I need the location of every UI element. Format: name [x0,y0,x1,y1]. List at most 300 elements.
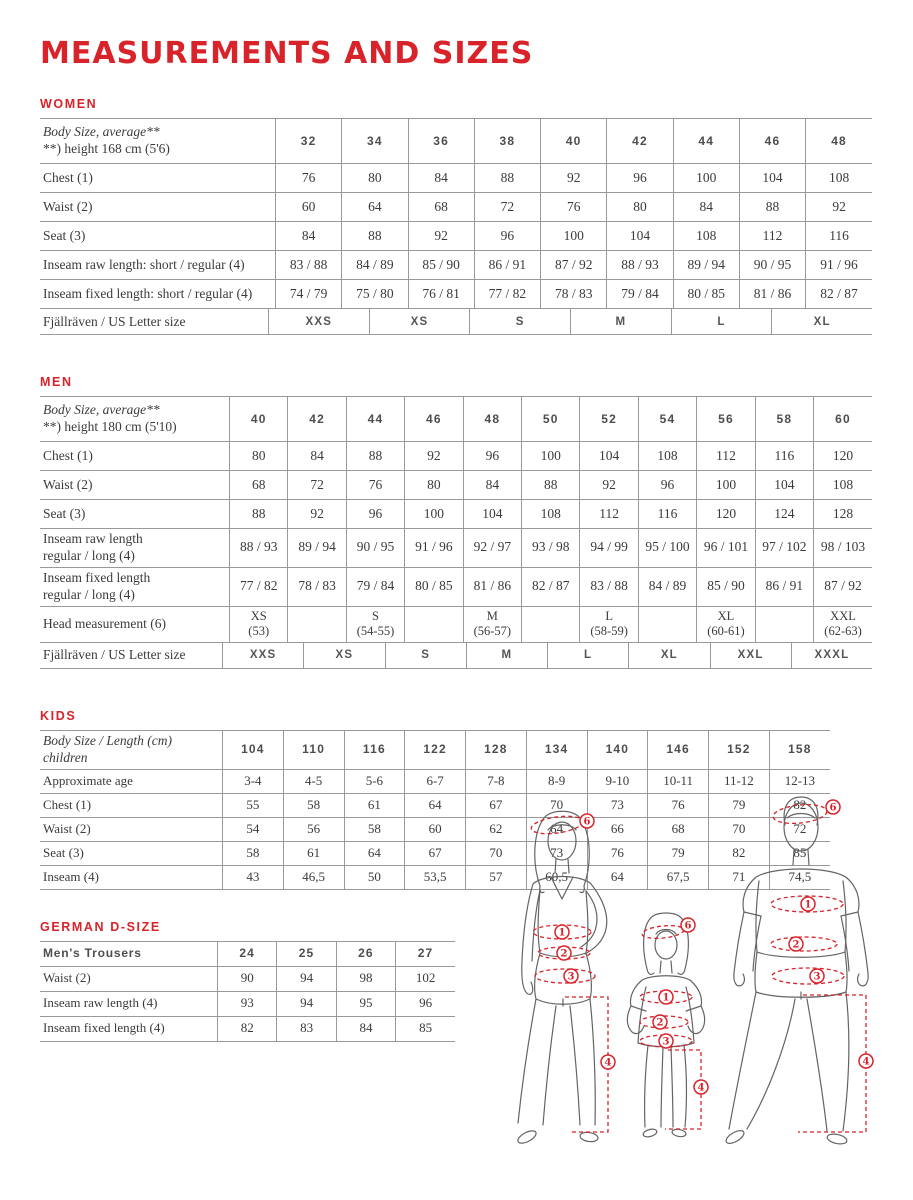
value-cell: 10-11 [648,769,709,793]
child-face [655,931,677,959]
col-header-cell: 110 [283,730,344,769]
col-header-cell: 27 [396,941,455,966]
value-cell: 43 [223,865,284,889]
page-title: MEASUREMENTS AND SIZES [40,36,534,71]
row-label-cell: Seat (3) [40,500,230,529]
value-cell: 76 [276,164,342,193]
letter-size-row [40,643,872,669]
section-label-men: MEN [40,375,73,389]
row-label-cell: Inseam fixed length regular / long (4) [40,567,230,606]
value-cell: 72 [288,471,346,500]
value-cell: 108 [806,164,872,193]
man-hairline [787,814,815,819]
value-cell: 92 [408,222,474,251]
woman-right-foot [579,1131,598,1142]
value-cell: 56 [283,817,344,841]
svg-text:1: 1 [558,927,566,939]
value-cell: 80 [405,471,463,500]
value-cell: 89 / 94 [673,251,739,280]
value-cell: 73 [526,841,587,865]
value-cell: 96 [396,991,455,1016]
value-cell: 76 [648,793,709,817]
row-label-cell: Chest (1) [40,164,276,193]
header-row [40,119,872,164]
letter-size-cell: M [466,643,547,668]
value-cell: 71 [709,865,770,889]
value-cell: 81 / 86 [739,280,805,309]
row-label-cell: Seat (3) [40,222,276,251]
value-cell: 95 / 100 [638,529,696,568]
value-cell: 64 [587,865,648,889]
corner-cell: Body Size, average** **) height 168 cm (5'6) [40,119,276,164]
value-cell: 80 [342,164,408,193]
col-header-cell: 46 [739,119,805,164]
value-cell: 104 [580,442,638,471]
value-cell: 67 [405,841,466,865]
col-header-cell: 40 [541,119,607,164]
svg-text:1: 1 [804,899,812,911]
value-cell: 96 [638,471,696,500]
letter-size-cell: XXL [710,643,791,668]
value-cell: 80 / 85 [673,280,739,309]
size-table [40,396,872,643]
woman-face [548,822,576,860]
table-row [40,529,872,568]
value-cell: 100 [405,500,463,529]
section-women [40,97,872,335]
col-header-cell: 38 [474,119,540,164]
value-cell: 88 [342,222,408,251]
col-header-cell: 42 [288,397,346,442]
value-cell: 85 [769,841,830,865]
figures-svg [495,785,913,1185]
col-header-cell: 56 [697,397,755,442]
man-left-foot [724,1128,746,1146]
letter-size-cell: L [547,643,628,668]
value-cell: 60 [276,193,342,222]
woman-waist-marker [557,946,571,960]
value-cell: 84 [336,1016,395,1041]
table-row [40,606,872,642]
value-cell: 3-4 [223,769,284,793]
value-cell: 72 [769,817,830,841]
col-header-cell: 34 [342,119,408,164]
value-cell: 80 [607,193,673,222]
col-header-cell: 26 [336,941,395,966]
value-cell: 93 [218,991,277,1016]
corner-cell: Body Size, average** **) height 180 cm (5'10) [40,397,230,442]
value-cell: 57 [466,865,527,889]
value-cell: 90 [218,966,277,991]
letter-size-cell: XXS [268,309,369,334]
svg-text:4: 4 [697,1082,705,1094]
value-cell: 88 [522,471,580,500]
value-cell: 77 / 82 [474,280,540,309]
row-label-cell: Seat (3) [40,841,223,865]
value-cell: 92 [288,500,346,529]
row-label-cell: Waist (2) [40,817,223,841]
value-cell: 7-8 [466,769,527,793]
letter-size-cell: XS [369,309,470,334]
man-chest-marker [801,897,815,911]
value-cell: 96 [463,442,521,471]
value-cell: 84 / 89 [342,251,408,280]
value-cell: 95 [336,991,395,1016]
value-cell: 100 [697,471,755,500]
letter-size-cell: XL [628,643,709,668]
value-cell: 68 [230,471,288,500]
row-label-cell: Inseam fixed length (4) [40,1016,218,1041]
value-cell: 78 / 83 [288,567,346,606]
value-cell: 92 [580,471,638,500]
letter-size-cell: S [469,309,570,334]
value-cell: 84 [276,222,342,251]
col-header-cell: 104 [223,730,284,769]
row-label-cell: Inseam raw length: short / regular (4) [40,251,276,280]
value-cell: 64 [344,841,405,865]
value-cell: 100 [522,442,580,471]
value-cell: 62 [466,817,527,841]
value-cell: 82 / 87 [522,567,580,606]
child-inseam-marker [694,1080,708,1094]
value-cell: 104 [463,500,521,529]
value-cell: 11-12 [709,769,770,793]
row-label-cell: Chest (1) [40,793,223,817]
col-header-cell: 54 [638,397,696,442]
table-row [40,251,872,280]
letter-size-cell: XXS [222,643,303,668]
man-face [784,803,818,851]
col-header-cell: 46 [405,397,463,442]
row-label-cell: Head measurement (6) [40,606,230,642]
col-header-cell: 128 [466,730,527,769]
women-size-table [40,118,872,335]
svg-text:3: 3 [567,971,575,983]
value-cell: 79 / 84 [607,280,673,309]
value-cell: 84 [463,471,521,500]
man-seat-measure-line [772,968,844,984]
value-cell: 112 [580,500,638,529]
col-header-cell: 140 [587,730,648,769]
table-row [40,991,455,1016]
woman-head-marker [580,814,594,828]
table-row [40,567,872,606]
value-cell: 77 / 82 [230,567,288,606]
value-cell: 4-5 [283,769,344,793]
value-cell: 120 [814,442,872,471]
man-shorts [755,952,847,999]
value-cell: 84 [673,193,739,222]
value-cell: 64 [526,817,587,841]
value-cell: 79 [648,841,709,865]
value-cell: 58 [223,841,284,865]
man-shoulders [755,869,847,878]
value-cell: 82 [769,793,830,817]
value-cell: 94 / 99 [580,529,638,568]
value-cell: 116 [638,500,696,529]
woman-right-arm [581,884,607,954]
value-cell: 58 [344,817,405,841]
woman-left-foot [516,1128,538,1145]
col-header-cell: 116 [344,730,405,769]
value-cell: 94 [277,966,336,991]
svg-text:4: 4 [604,1057,612,1069]
woman-seat-marker [564,969,578,983]
value-cell: 82 / 87 [806,280,872,309]
value-cell: 98 / 103 [814,529,872,568]
value-cell: 88 [346,442,404,471]
letter-size-cell: XL [771,309,872,334]
value-cell [638,606,696,642]
value-cell: 46,5 [283,865,344,889]
value-cell: 67 [466,793,527,817]
child-right-foot [671,1128,686,1137]
value-cell: 61 [283,841,344,865]
woman-vneck [551,877,573,899]
value-cell: 83 [277,1016,336,1041]
section-label-women: WOMEN [40,97,98,111]
value-cell: 128 [814,500,872,529]
svg-text:1: 1 [662,992,670,1004]
value-cell: 108 [522,500,580,529]
row-label-cell: Inseam (4) [40,865,223,889]
value-cell: 104 [755,471,813,500]
value-cell: 86 / 91 [474,251,540,280]
value-cell: 91 / 96 [806,251,872,280]
row-label-cell: Inseam fixed length: short / regular (4) [40,280,276,309]
value-cell: 79 / 84 [346,567,404,606]
value-cell: 73 [587,793,648,817]
man-neck [793,850,809,865]
letter-size-cell: M [570,309,671,334]
row-label-cell: Approximate age [40,769,223,793]
man-right-foot [826,1133,847,1146]
value-cell: 88 / 93 [230,529,288,568]
man-waist-marker [789,937,803,951]
value-cell: 85 / 90 [697,567,755,606]
child-waist-marker [653,1015,667,1029]
value-cell: 97 / 102 [755,529,813,568]
value-cell: 88 [230,500,288,529]
section-label-kids: KIDS [40,708,77,723]
value-cell: 70 [526,793,587,817]
letter-row-label: Fjällräven / US Letter size [43,313,186,329]
row-label-cell: Waist (2) [40,471,230,500]
value-cell: L (58-59) [580,606,638,642]
value-cell: 53,5 [405,865,466,889]
letter-size-row [40,309,872,335]
section-label-german: GERMAN D-SIZE [40,919,161,934]
value-cell: 88 [474,164,540,193]
value-cell: 78 / 83 [541,280,607,309]
value-cell: 96 [474,222,540,251]
value-cell [288,606,346,642]
col-header-cell: 58 [755,397,813,442]
col-header-cell: 48 [463,397,521,442]
value-cell: 112 [739,222,805,251]
value-cell: 8-9 [526,769,587,793]
col-header-cell: 36 [408,119,474,164]
table-row [40,193,872,222]
table-row [40,966,455,991]
value-cell: S (54-55) [346,606,404,642]
value-cell: 70 [466,841,527,865]
value-cell: 90 / 95 [346,529,404,568]
size-table [40,118,872,309]
value-cell: 74,5 [769,865,830,889]
col-header-cell: 48 [806,119,872,164]
value-cell: 12-13 [769,769,830,793]
value-cell: 50 [344,865,405,889]
figure-man [724,797,868,1146]
value-cell: 94 [277,991,336,1016]
col-header-cell: 152 [709,730,770,769]
col-header-cell: 25 [277,941,336,966]
value-cell: 82 [709,841,770,865]
value-cell: 68 [648,817,709,841]
letter-size-cell: XXXL [791,643,872,668]
col-header-cell: 44 [346,397,404,442]
row-label-cell: Waist (2) [40,193,276,222]
svg-text:2: 2 [560,948,568,960]
man-inseam-marker [859,1054,873,1068]
child-fringe [656,930,676,935]
value-cell: 72 [474,193,540,222]
value-cell: 80 [230,442,288,471]
table-row [40,1016,455,1041]
value-cell: 9-10 [587,769,648,793]
woman-shorts [535,953,592,1006]
value-cell: 6-7 [405,769,466,793]
value-cell: 92 [806,193,872,222]
value-cell: 84 [408,164,474,193]
svg-text:3: 3 [662,1036,670,1048]
row-label-cell: Chest (1) [40,442,230,471]
header-row [40,941,455,966]
value-cell: 58 [283,793,344,817]
child-chest-marker [659,990,673,1004]
value-cell: 100 [673,164,739,193]
svg-text:2: 2 [656,1017,664,1029]
value-cell: 116 [806,222,872,251]
col-header-cell: 122 [405,730,466,769]
header-row [40,730,830,769]
value-cell: 120 [697,500,755,529]
col-header-cell: 52 [580,397,638,442]
value-cell: 61 [344,793,405,817]
measurement-figures [495,785,913,1185]
value-cell: 96 [346,500,404,529]
woman-inseam-marker [601,1055,615,1069]
value-cell: XL (60-61) [697,606,755,642]
value-cell: 76 [346,471,404,500]
table-row [40,471,872,500]
letter-size-cell: L [671,309,772,334]
woman-legs [518,999,595,1125]
value-cell: 55 [223,793,284,817]
value-cell: 108 [814,471,872,500]
value-cell: 93 / 98 [522,529,580,568]
col-header-cell: 42 [607,119,673,164]
value-cell: 81 / 86 [463,567,521,606]
value-cell: 5-6 [344,769,405,793]
value-cell: 76 [541,193,607,222]
row-label-cell: Inseam raw length (4) [40,991,218,1016]
german-size-table [40,941,455,1042]
value-cell: 60,5 [526,865,587,889]
table-row [40,280,872,309]
value-cell: 54 [223,817,284,841]
value-cell: 82 [218,1016,277,1041]
man-inseam-measure-line [798,995,866,1132]
svg-text:6: 6 [829,802,837,814]
value-cell [522,606,580,642]
value-cell: 83 / 88 [580,567,638,606]
value-cell: 104 [739,164,805,193]
value-cell: 70 [709,817,770,841]
value-cell: 86 / 91 [755,567,813,606]
corner-cell: Body Size / Length (cm) children [40,730,223,769]
woman-shoulders [533,877,591,885]
value-cell: 67,5 [648,865,709,889]
col-header-cell: 158 [769,730,830,769]
woman-left-arm [522,884,540,994]
row-label-cell: Inseam raw length regular / long (4) [40,529,230,568]
value-cell: 88 / 93 [607,251,673,280]
value-cell: 60 [405,817,466,841]
size-table [40,941,455,1042]
value-cell: 108 [673,222,739,251]
value-cell: M (56-57) [463,606,521,642]
svg-text:6: 6 [684,920,692,932]
value-cell: 85 [396,1016,455,1041]
man-waist-measure-line [771,937,837,951]
value-cell: 83 / 88 [276,251,342,280]
man-legs [729,992,849,1131]
svg-text:4: 4 [862,1056,870,1068]
value-cell: 84 / 89 [638,567,696,606]
value-cell: XXL (62-63) [814,606,872,642]
table-row [40,500,872,529]
value-cell: 104 [607,222,673,251]
child-shoulders [641,976,691,981]
value-cell: 98 [336,966,395,991]
value-cell: 112 [697,442,755,471]
value-cell: 91 / 96 [405,529,463,568]
value-cell: 87 / 92 [541,251,607,280]
letter-row-label: Fjällräven / US Letter size [43,647,186,663]
value-cell: 80 / 85 [405,567,463,606]
value-cell: 100 [541,222,607,251]
value-cell: 74 / 79 [276,280,342,309]
table-row [40,164,872,193]
value-cell: 96 / 101 [697,529,755,568]
letter-size-cell: S [385,643,466,668]
header-row [40,397,872,442]
value-cell [755,606,813,642]
value-cell: 84 [288,442,346,471]
value-cell: 64 [405,793,466,817]
child-legs [645,1045,687,1127]
value-cell: 92 [405,442,463,471]
svg-text:3: 3 [813,971,821,983]
row-label-cell: Waist (2) [40,966,218,991]
letter-size-cell: XS [303,643,384,668]
value-cell: 66 [587,817,648,841]
man-seat-marker [810,969,824,983]
woman-chest-marker [555,925,569,939]
col-header-cell: 32 [276,119,342,164]
